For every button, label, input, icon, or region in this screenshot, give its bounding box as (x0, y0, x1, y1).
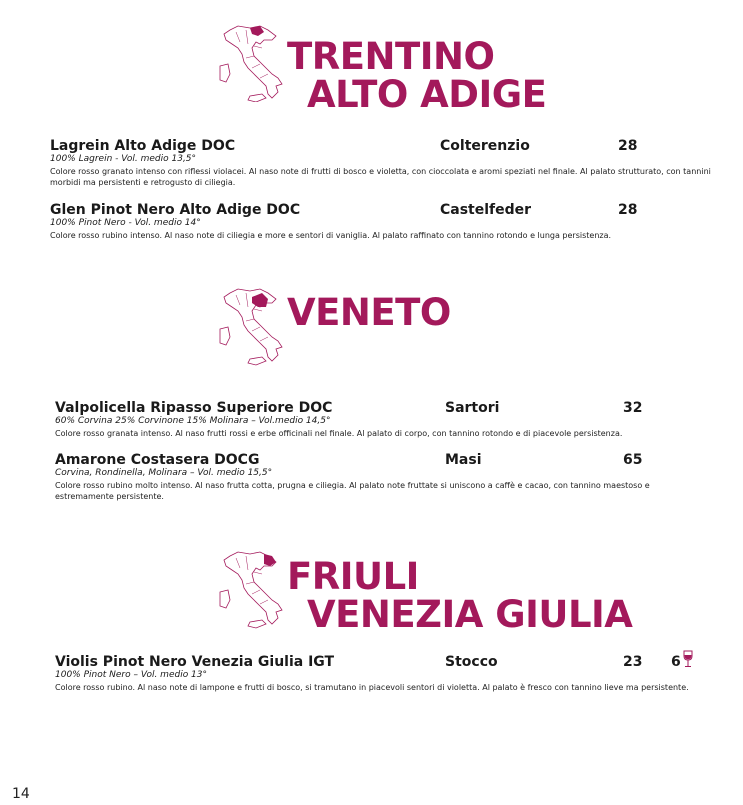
wine-description: Colore rosso granato intenso con riflessi violacei. Al naso note di frutti di bosco e violetta, con cioccolata e aromi speziati nel finale. Al palato strutturato, con tannini morbidi ma persistenti e retrogusto di ciliegia. (50, 167, 711, 187)
wine-price: 32 (623, 400, 643, 416)
glass-price (671, 654, 693, 673)
page-number: 14 (12, 786, 30, 802)
wine-producer: Castelfeder (440, 202, 532, 218)
wine-name: Violis Pinot Nero Venezia Giulia IGT (55, 654, 335, 670)
region-title-line: ALTO ADIGE (307, 73, 547, 116)
wine-producer: Sartori (445, 400, 500, 416)
wine-producer: Masi (445, 452, 482, 468)
wine-price: 23 (623, 654, 643, 670)
wine-name: Valpolicella Ripasso Superiore DOC (55, 400, 333, 416)
region-title (287, 35, 547, 116)
wine-name: Glen Pinot Nero Alto Adige DOC (50, 202, 301, 218)
region-title-line: TRENTINO (287, 35, 495, 78)
wine-description: Colore rosso rubino intenso. Al naso note di ciliegia e more e sentori di vaniglia. Al palato raffinato con tannino rotondo e lunga persistenza. (50, 231, 612, 240)
region-title-line: FRIULI (287, 555, 419, 598)
wine-producer: Stocco (445, 654, 498, 670)
wine-description: Colore rosso rubino molto intenso. Al naso frutta cotta, prugna e ciliegia. Al palato note fruttate si uniscono a caffè e cacao, con tannino maestoso e estremamente persistente. (55, 481, 650, 501)
italy-map-icon (216, 285, 296, 385)
wine-grape: 100% Pinot Nero – Vol. medio 13° (55, 670, 208, 680)
wine-grape: 100% Lagrein - Vol. medio 13,5° (50, 154, 197, 164)
wine-price: 28 (618, 202, 638, 218)
region-title (287, 291, 451, 334)
wine-name: Amarone Costasera DOCG (55, 452, 260, 468)
wine-description: Colore rosso granata intenso. Al naso frutti rossi e erbe officinali nel finale. Al palato di corpo, con tannino rotondo e di piacevole persistenza. (55, 429, 623, 438)
region-title-line: VENEZIA GIULIA (307, 593, 633, 636)
wine-price: 28 (618, 138, 638, 154)
italy-map-icon (216, 548, 296, 648)
region-title-line: VENETO (287, 291, 451, 334)
wine-description: Colore rosso rubino. Al naso note di lampone e frutti di bosco, si tramutano in piacevoli sentori di violetta. Al palato è fresco con tannino lieve ma persistente. (55, 683, 689, 692)
wine-glass-icon (683, 650, 693, 673)
wine-grape: 100% Pinot Nero - Vol. medio 14° (50, 218, 201, 228)
wine-grape: 60% Corvina 25% Corvinone 15% Molinara – Vol.medio 14,5° (55, 416, 331, 426)
wine-price: 65 (623, 452, 643, 468)
glass-price-value: 6 (671, 654, 681, 670)
wine-grape: Corvina, Rondinella, Molinara – Vol. medio 15,5° (55, 468, 273, 478)
wine-producer: Colterenzio (440, 138, 530, 154)
region-title (287, 555, 633, 636)
italy-map-icon (216, 22, 296, 102)
wine-name: Lagrein Alto Adige DOC (50, 138, 236, 154)
